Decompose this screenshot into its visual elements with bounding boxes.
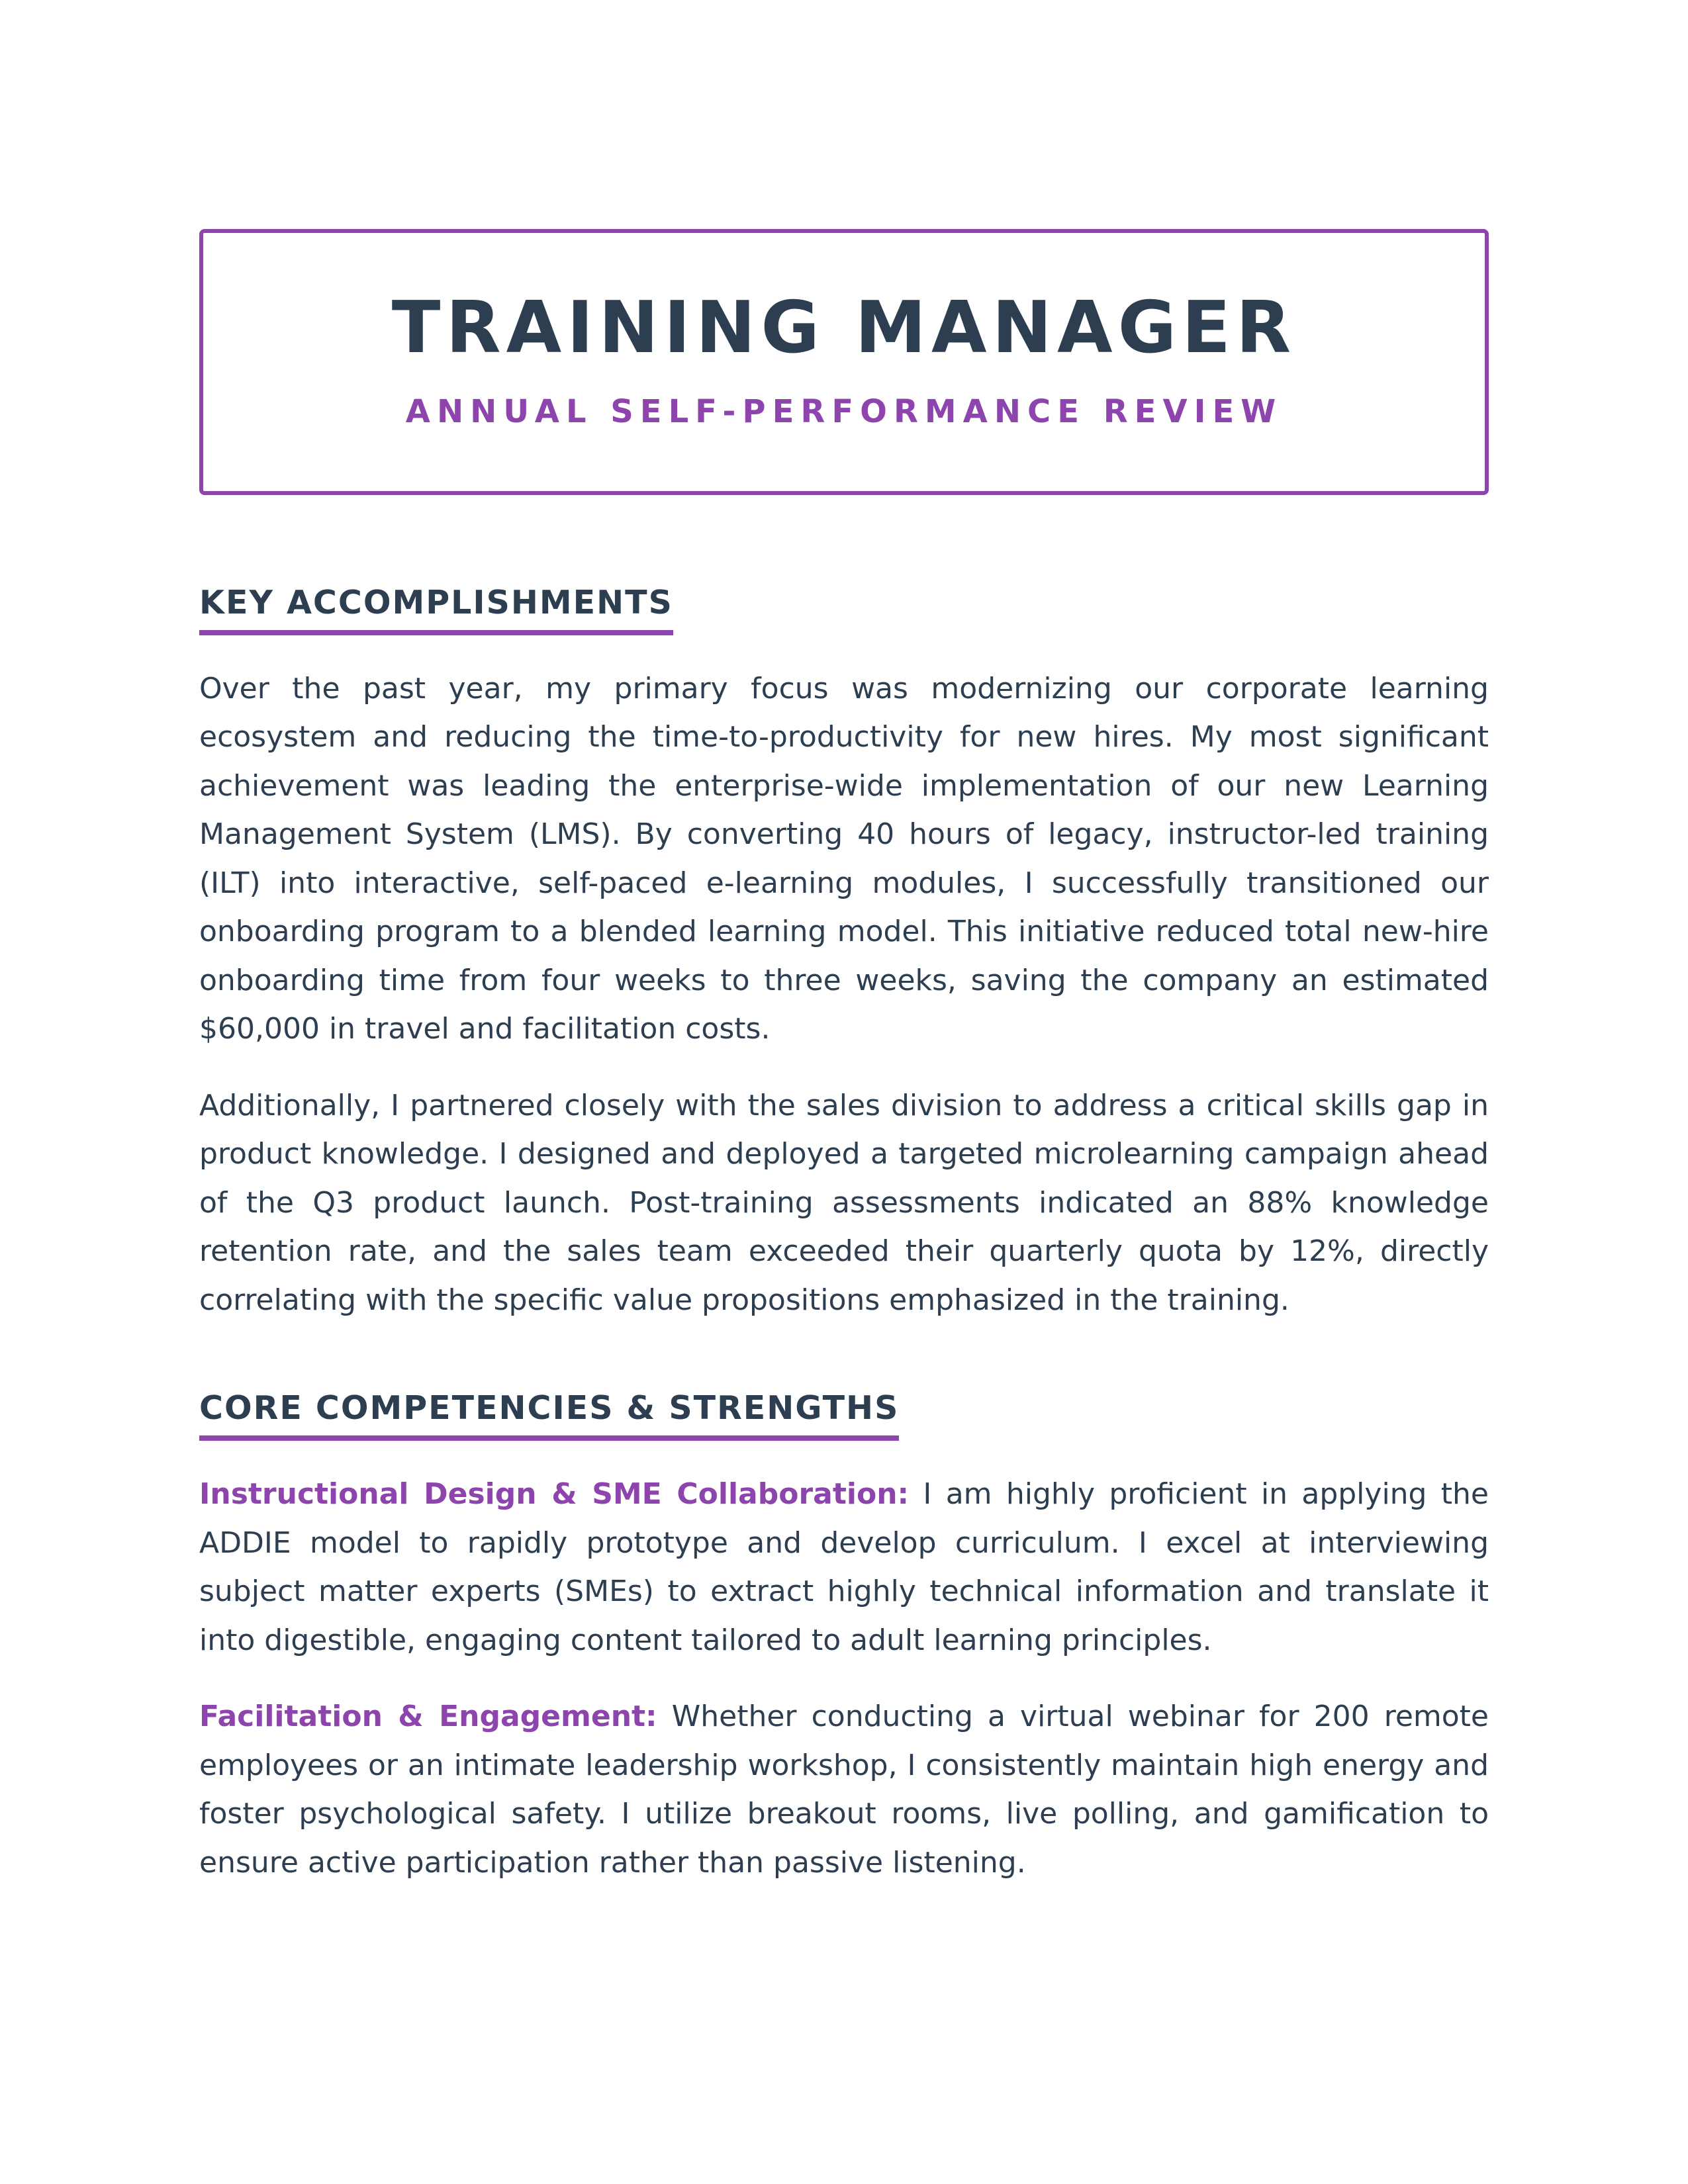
document-subtitle: ANNUAL SELF-PERFORMANCE REVIEW: [405, 393, 1283, 430]
competency-text: I am highly proficient in applying the ADDIE model to rapidly prototype and develop curriculum. I excel at interviewing subject matter experts (SMEs) to extract highly technical information and translate it into digestible, engaging content tailored to adult learning principles.: [199, 1477, 1489, 1657]
document-title: TRAINING MANAGER: [391, 287, 1297, 369]
paragraph: Additionally, I partnered closely with the sales division to address a critical skills gap in product knowledge. I designed and deployed a targeted microlearning campaign ahead of the Q3 product launch. Post-training assessments indicated an 88% knowledge retention rate, and the sales team exceeded their quarterly quota by 12%, directly correlating with the specific value propositions emphasized in the training.: [199, 1088, 1489, 1317]
title-box: [199, 229, 1489, 495]
competency-text: Whether conducting a virtual webinar for 200 remote employees or an intimate leadership workshop, I consistently maintain high energy and foster psychological safety. I utilize breakout rooms, live polling, and gamification to ensure active participation rather than passive listening.: [199, 1700, 1489, 1880]
competency-item: [199, 1470, 1489, 1664]
document-page: [199, 229, 1489, 1887]
section-core-competencies: [199, 1390, 1489, 1887]
section-heading: CORE COMPETENCIES & STRENGTHS: [199, 1390, 899, 1441]
section-key-accomplishments: [199, 585, 1489, 1324]
paragraph: Over the past year, my primary focus was modernizing our corporate learning ecosystem and reducing the time-to-productivity for new hires. My most significant achievement was leading the enterprise-wide implementation of our new Learning Management System (LMS). By converting 40 hours of legacy, instructor-led training (ILT) into interactive, self-paced e-learning modules, I successfully transitioned our onboarding program to a blended learning model. This initiative reduced total new-hire onboarding time from four weeks to three weeks, saving the company an estimated $60,000 in travel and facilitation costs.: [199, 671, 1489, 1046]
competency-item: [199, 1692, 1489, 1887]
section-heading: KEY ACCOMPLISHMENTS: [199, 585, 673, 635]
competency-label: Facilitation & Engagement:: [199, 1700, 657, 1734]
competency-label: Instructional Design & SME Collaboration:: [199, 1477, 910, 1512]
